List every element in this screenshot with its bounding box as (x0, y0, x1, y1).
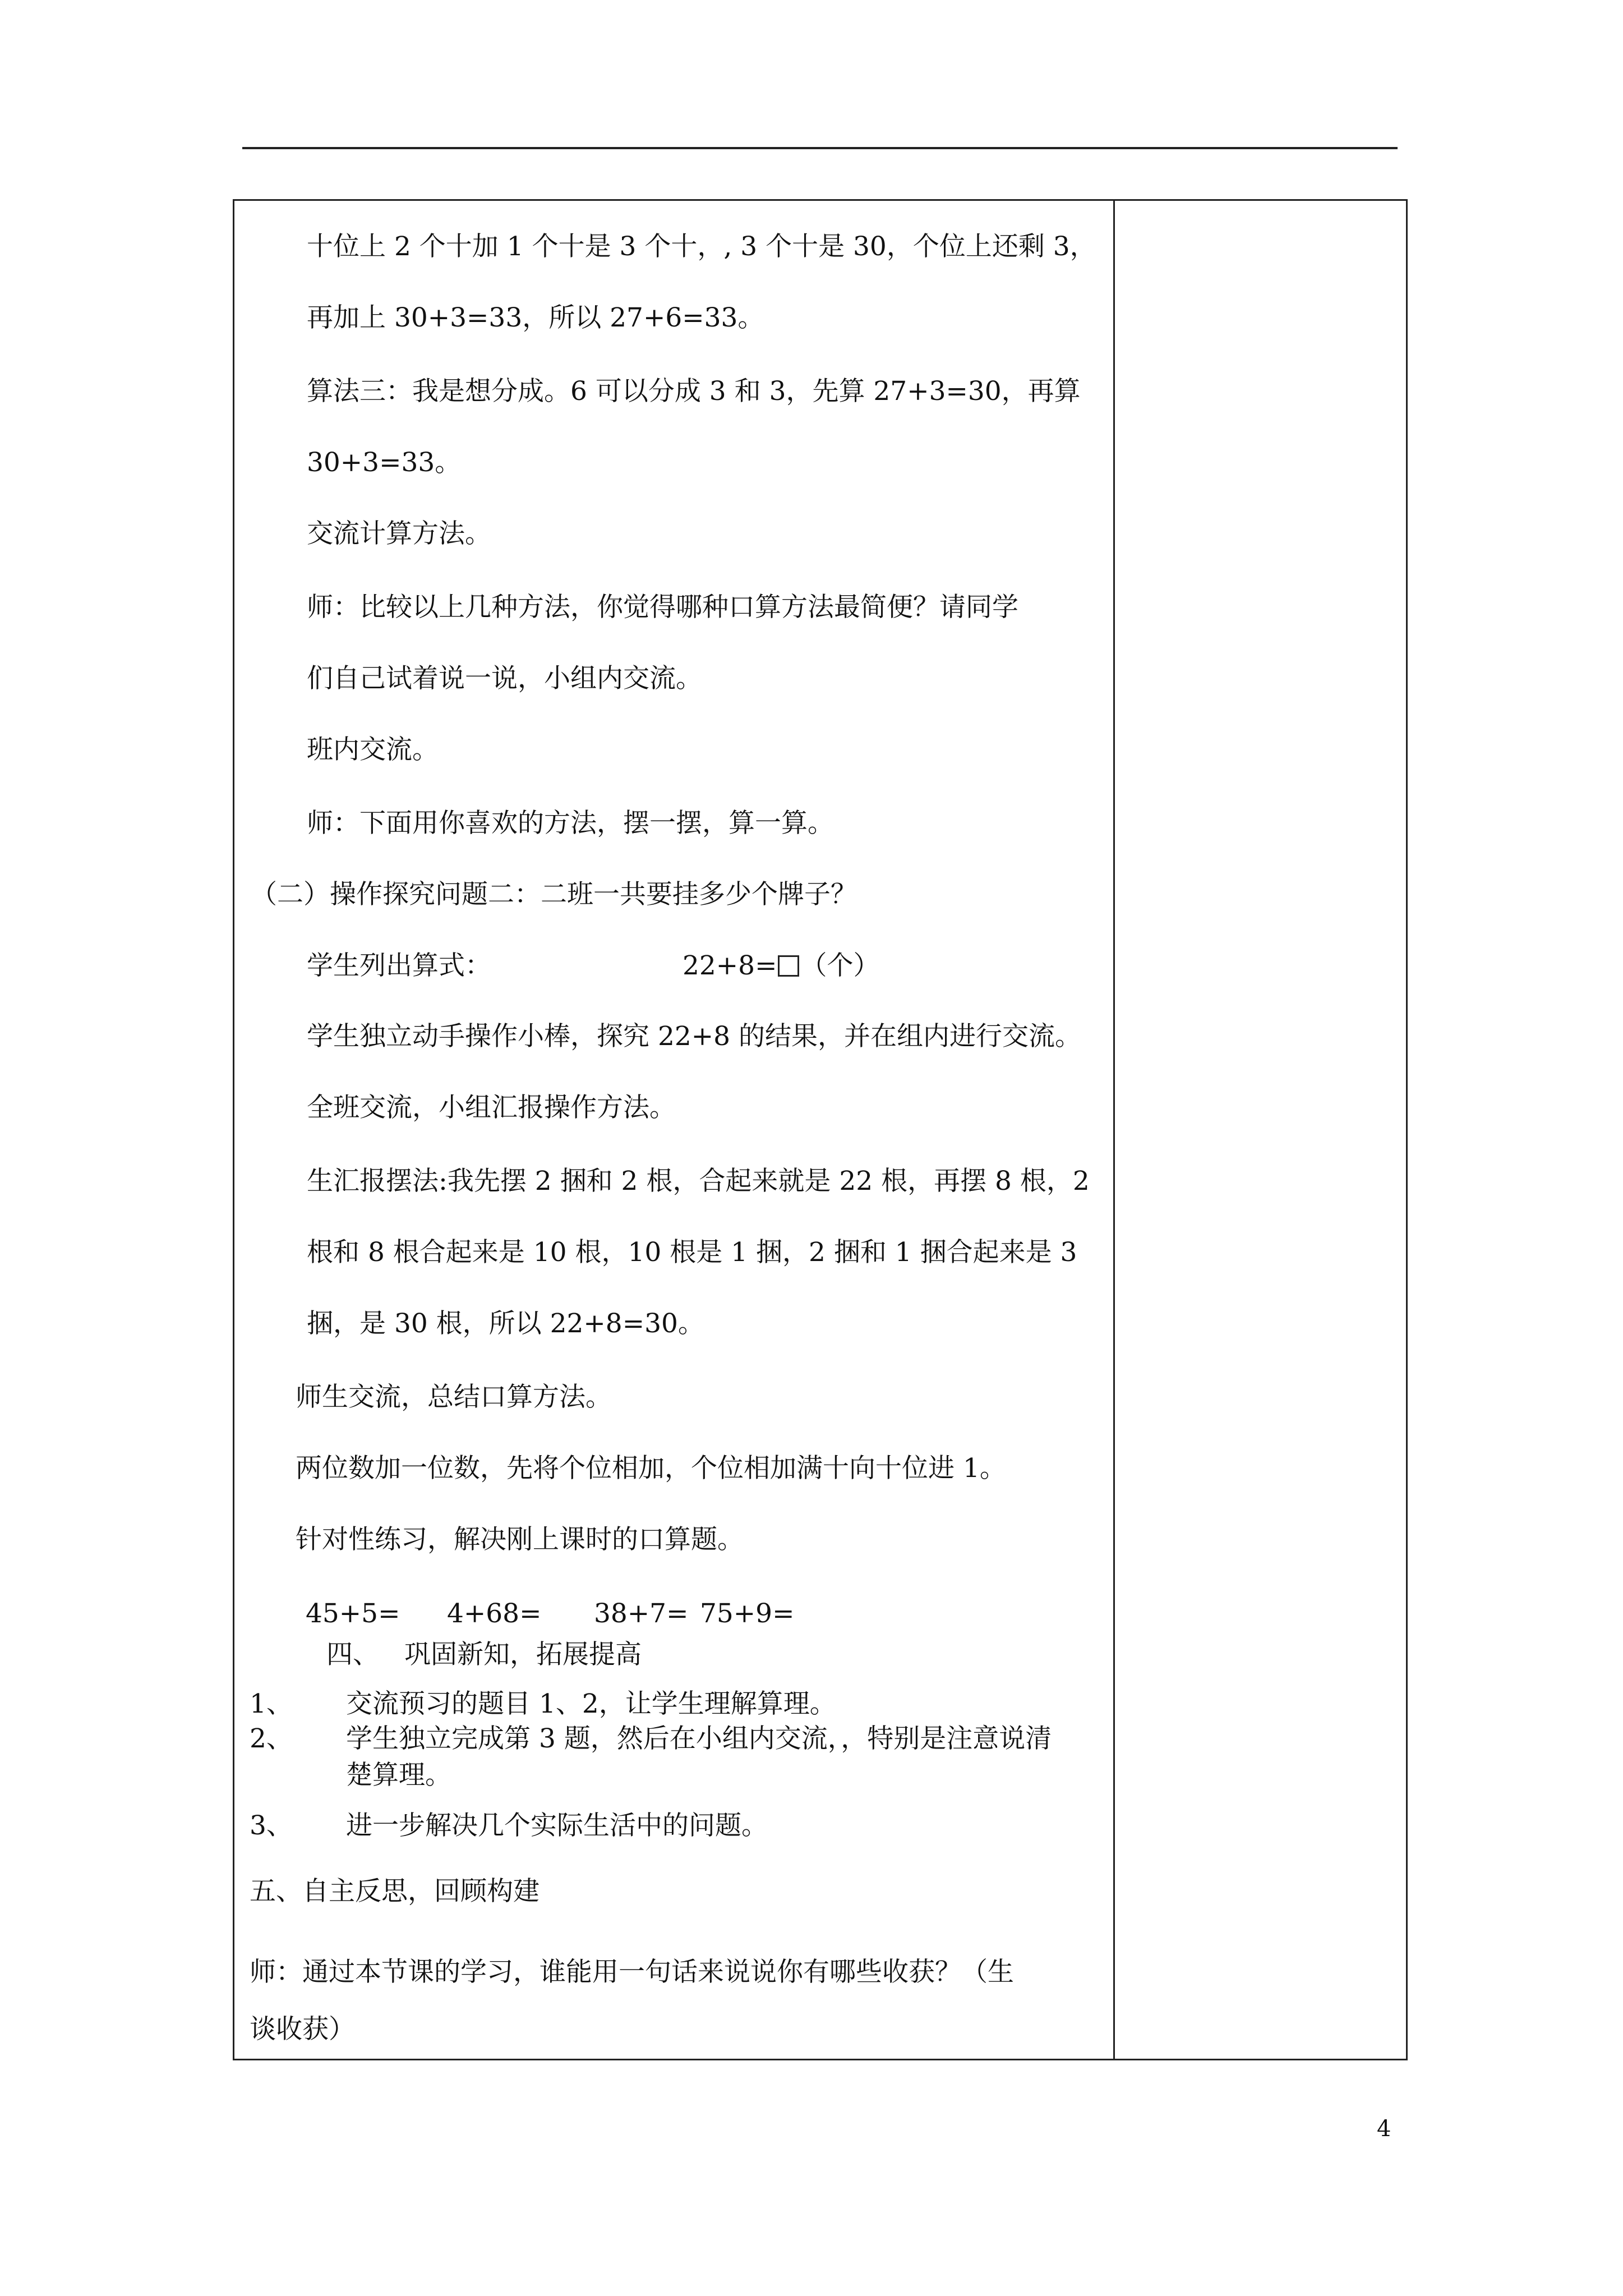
text-line: 师生交流，总结口算方法。 (296, 1382, 612, 1412)
text-line: 根和 8 根合起来是 10 根，10 根是 1 捆，2 捆和 1 捆合起来是 3 (307, 1237, 1077, 1268)
list-number: 3、 (250, 1810, 293, 1841)
text-line: 师：通过本节课的学习，谁能用一句话来说说你有哪些收获？（生 (250, 1957, 1014, 1987)
text-line: 师：下面用你喜欢的方法，摆一摆，算一算。 (307, 808, 834, 839)
section-heading: 五、自主反思，回顾构建 (250, 1876, 540, 1907)
list-number: 1、 (250, 1688, 293, 1719)
blank-box-icon (778, 955, 799, 977)
exercise-item: 45+5= (306, 1598, 400, 1629)
text-line: 师：比较以上几种方法，你觉得哪种口算方法最简便？请同学 (307, 592, 1018, 623)
text-line: 30+3=33。 (307, 447, 462, 478)
list-item: 交流预习的题目 1、2，让学生理解算理。 (346, 1688, 836, 1719)
formula (683, 949, 879, 983)
text-line: 生汇报摆法:我先摆 2 捆和 2 根，合起来就是 22 根，再摆 8 根，2 (307, 1166, 1090, 1197)
formula-label: 学生列出算式： (307, 950, 491, 981)
text-line: 针对性练习，解决刚上课时的口算题。 (296, 1524, 744, 1555)
table-column-divider (1113, 199, 1115, 2060)
text-line: 班内交流。 (307, 734, 439, 765)
list-item: 学生独立完成第 3 题，然后在小组内交流，，特别是注意说清 (346, 1723, 1052, 1754)
text-line: 谈收获） (250, 2014, 355, 2045)
text-line: 们自己试着说一说，小组内交流。 (307, 663, 702, 694)
text-line: 全班交流，小组汇报操作方法。 (307, 1092, 676, 1123)
list-item-continued: 楚算理。 (346, 1760, 451, 1791)
section-heading: （二）操作探究问题二：二班一共要挂多少个牌子？ (251, 879, 857, 910)
text-line: 十位上 2 个十加 1 个十是 3 个十，, 3 个十是 30，个位上还剩 3， (307, 231, 1096, 262)
exercise-item: 38+7= (594, 1598, 689, 1629)
text-line: 两位数加一位数，先将个位相加，个位相加满十向十位进 1。 (296, 1453, 1006, 1484)
page-number: 4 (1377, 2116, 1391, 2142)
text-line: 算法三：我是想分成。6 可以分成 3 和 3，先算 27+3=30，再算 (307, 376, 1081, 407)
formula-expression: 22+8= (683, 950, 777, 981)
header-rule (242, 147, 1398, 149)
section-heading: 巩固新知，拓展提高 (404, 1639, 642, 1670)
text-line: 交流计算方法。 (307, 518, 491, 549)
list-number: 2、 (250, 1723, 293, 1754)
text-line: 再加上 30+3=33，所以 27+6=33。 (307, 302, 764, 333)
exercise-item: 75+9= (700, 1598, 795, 1629)
list-item: 进一步解决几个实际生活中的问题。 (346, 1810, 768, 1841)
text-line: 捆，是 30 根，所以 22+8=30。 (307, 1308, 704, 1339)
exercise-item: 4+68= (447, 1598, 542, 1629)
formula-unit: （个） (800, 950, 880, 981)
section-number: 四、 (326, 1639, 379, 1670)
text-line: 学生独立动手操作小棒，探究 22+8 的结果，并在组内进行交流。 (307, 1021, 1081, 1052)
